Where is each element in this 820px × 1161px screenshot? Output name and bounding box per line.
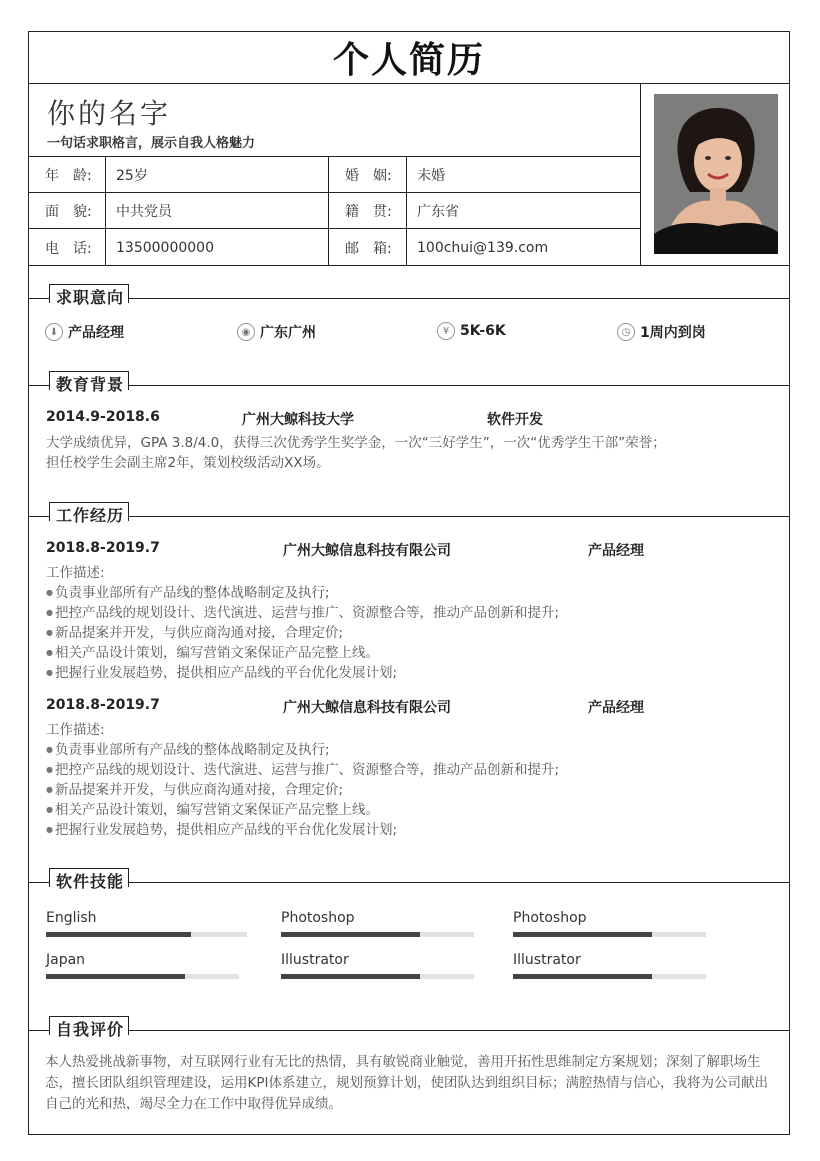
work-item: ● 相关产品设计策划，编写营销文案保证产品完整上线。 [46,643,379,665]
skill-fill [513,932,652,937]
info-label: 邮 箱: [329,229,407,266]
intent-text: 1周内到岗 [640,325,706,341]
section-title-tab [49,868,129,891]
info-label: 面 貌: [29,193,106,228]
section-divider [29,516,789,517]
info-table [29,157,641,266]
section-skills [29,868,789,1018]
skill-fill [46,932,191,937]
intent-text: 产品经理 [68,325,124,341]
work-period: 2018.8-2019.7 [46,540,160,556]
skill-name: Illustrator [513,952,581,968]
skill-name: Photoshop [513,910,587,926]
intent-text: 5K-6K [460,323,506,339]
section-title: 软件技能 [56,872,125,891]
info-label: 年 龄: [29,157,106,192]
work-company: 广州大鲸信息科技有限公司 [283,700,451,716]
job-icon: ⬇ [45,323,63,341]
section-title-tab [49,371,129,394]
info-value: 未婚 [417,167,445,184]
section-title-tab [49,284,129,307]
section-title: 工作经历 [56,506,125,525]
intent-list [45,322,775,344]
profile-photo [654,94,778,254]
section-education [29,371,789,491]
section-title: 求职意向 [56,288,125,307]
intent-text: 广东广州 [260,325,316,341]
section-title: 自我评价 [56,1020,125,1039]
section-divider [29,882,789,883]
skill-item [46,910,97,926]
skill-name: Illustrator [281,952,349,968]
info-row [29,193,641,229]
work-item: ● 新品提案并开发，与供应商沟通对接，合理定价; [46,623,343,645]
section-work [29,502,789,862]
skill-fill [281,974,420,979]
intent-item [437,322,506,340]
candidate-name: 你的名字 [47,97,172,130]
info-row [29,229,641,266]
personal-info-left [29,84,641,266]
skill-bar [513,974,706,979]
section-divider [29,1030,789,1031]
work-desc-label: 工作描述: [46,722,105,738]
info-value: 25岁 [106,157,329,192]
education-line: 担任校学生会副主席2年，策划校级活动XX场。 [46,455,330,471]
skill-fill [513,974,652,979]
work-period: 2018.8-2019.7 [46,697,160,713]
info-value: 广东省 [417,203,459,220]
work-desc-label: 工作描述: [46,565,105,581]
portrait-icon [654,94,778,254]
work-item: ● 负责事业部所有产品线的整体战略制定及执行; [46,583,330,605]
section-divider [29,298,789,299]
info-label: 婚 姻: [329,157,407,192]
name-block [29,84,641,157]
work-item: ● 把握行业发展趋势，提供相应产品线的平台优化发展计划; [46,663,397,685]
skill-item [281,910,355,926]
intent-item [617,322,706,342]
section-title-tab [49,502,129,525]
info-row [29,157,641,193]
education-line: 大学成绩优异，GPA 3.8/4.0，获得三次优秀学生奖学金，一次“三好学生”，一次“优秀学生干部”荣誉； [46,435,666,451]
salary-icon: ¥ [437,322,455,340]
section-job-intent [29,284,789,364]
work-item: ● 把控产品线的规划设计、迭代演进、运营与推广、资源整合等，推动产品创新和提升; [46,603,559,625]
skill-bar [513,932,706,937]
intent-item [237,322,316,342]
clock-icon: ◷ [617,323,635,341]
info-value: 100chui@139.com [417,239,549,256]
work-position: 产品经理 [588,700,644,716]
motto: 一句话求职格言，展示自我人格魅力 [47,136,256,151]
skill-item [46,952,85,968]
personal-info [29,84,789,266]
title-bar [29,32,789,84]
skill-fill [281,932,420,937]
work-item: ● 相关产品设计策划，编写营销文案保证产品完整上线。 [46,800,379,822]
skill-bar [281,974,474,979]
info-value: 13500000000 [106,229,329,266]
work-item: ● 把握行业发展趋势，提供相应产品线的平台优化发展计划; [46,820,397,842]
resume-title: 个人简历 [332,40,485,81]
resume-sheet [28,31,790,1135]
section-title: 教育背景 [56,375,125,394]
section-evaluation [29,1016,789,1134]
self-evaluation: 本人热爱挑战新事物，对互联网行业有无比的热情，具有敏锐商业触觉，善用开拓性思维制定方案规划；深刻了解职场生态，擅长团队组织管理建设，运用KPI体系建立，规划预算计划，使团队达到组织目标；满腔热情与信心，我将为公司献出自己的光和热，竭尽全力在工作中取得优异成绩。 [45,1054,768,1112]
skill-fill [46,974,185,979]
skill-name: Japan [46,952,86,968]
education-period: 2014.9-2018.6 [46,409,160,425]
info-label: 电 话: [29,229,106,266]
skill-name: Photoshop [281,910,355,926]
intent-item [45,322,124,342]
skill-item [513,952,581,968]
work-item: ● 把控产品线的规划设计、迭代演进、运营与推广、资源整合等，推动产品创新和提升; [46,760,559,782]
info-label: 籍 贯: [329,193,407,228]
skill-name: English [46,910,97,926]
skill-bar [46,932,247,937]
skill-item [513,910,587,926]
section-divider [29,385,789,386]
work-item: ● 负责事业部所有产品线的整体战略制定及执行; [46,740,330,762]
work-position: 产品经理 [588,543,644,559]
skill-item [281,952,349,968]
section-title-tab [49,1016,129,1039]
skill-bar [46,974,239,979]
work-item: ● 新品提案并开发，与供应商沟通对接，合理定价; [46,780,343,802]
education-school: 广州大鲸科技大学 [242,412,354,428]
skill-bar [281,932,474,937]
work-company: 广州大鲸信息科技有限公司 [283,543,451,559]
education-major: 软件开发 [487,412,543,428]
info-value: 中共党员 [106,193,329,228]
location-icon: ◉ [237,323,255,341]
